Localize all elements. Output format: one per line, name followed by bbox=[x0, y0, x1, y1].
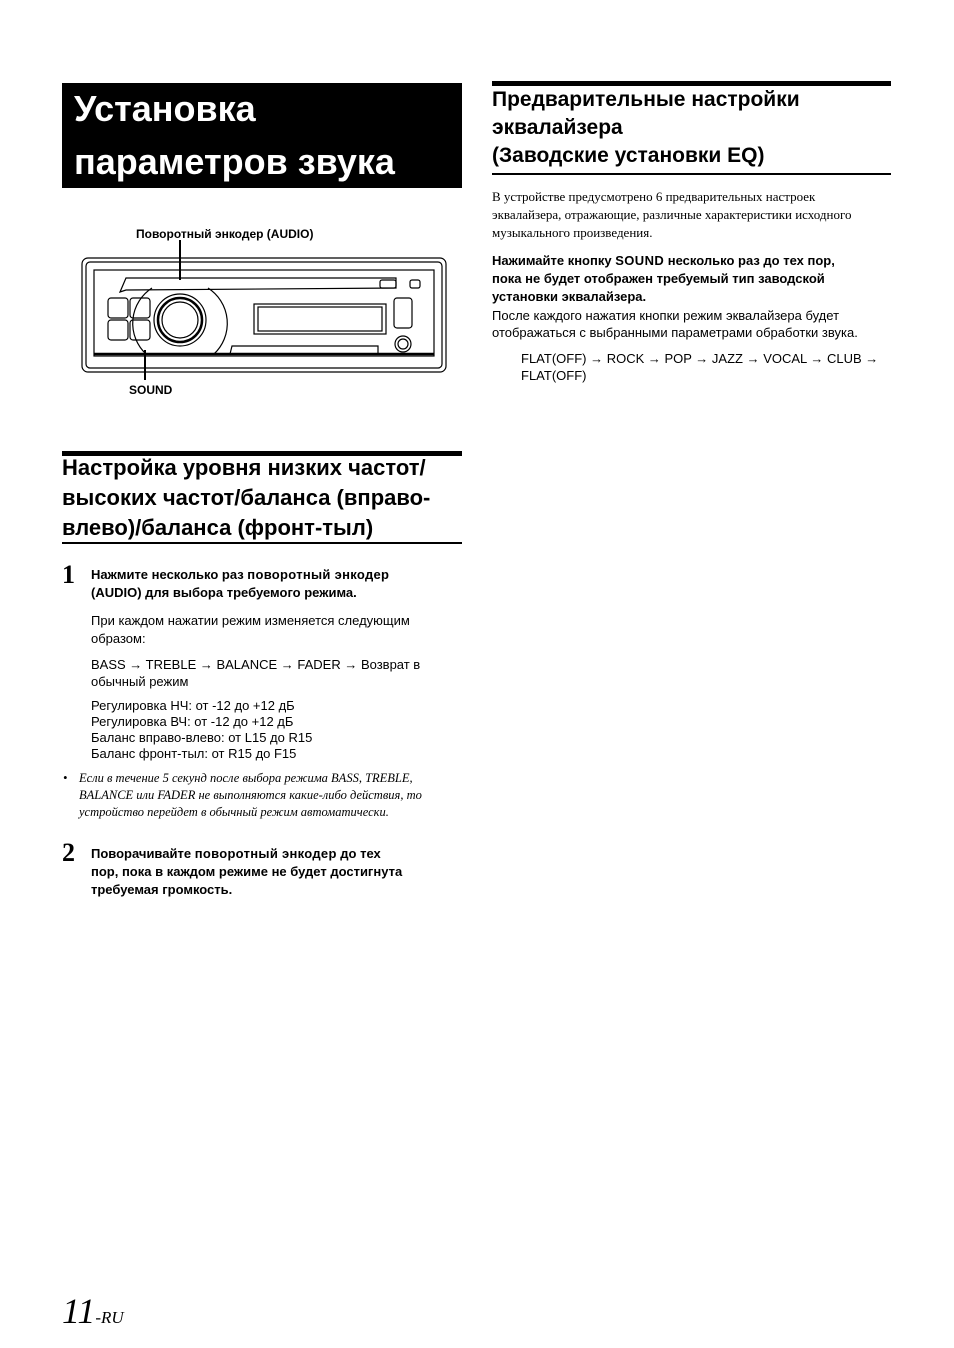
page-number-value: 11 bbox=[62, 1291, 96, 1331]
note-line: устройство перейдет в обычный режим автоматически. bbox=[79, 805, 389, 819]
text-line: BASS → TREBLE → BALANCE → FADER → Возврат в bbox=[91, 657, 421, 672]
page-title-line: Установка bbox=[74, 88, 256, 129]
mode-sequence bbox=[91, 656, 420, 690]
car-stereo-illustration bbox=[80, 240, 450, 380]
note-line: Если в течение 5 секунд после выбора режима BASS, TREBLE, bbox=[79, 771, 413, 785]
text: несколько раз до тех пор, bbox=[664, 253, 835, 268]
heading-line: (Заводские установки EQ) bbox=[492, 144, 765, 167]
range-list bbox=[91, 698, 312, 762]
eq-description bbox=[492, 307, 858, 341]
text-line: После каждого нажатия кнопки режим эквалайзера будет bbox=[492, 308, 840, 323]
note-bullet: • bbox=[63, 771, 68, 785]
eq-instruction bbox=[492, 252, 892, 306]
text-line: пор, пока в каждом режиме не будет достигнута bbox=[91, 864, 403, 879]
page-title-line: параметров звука bbox=[74, 141, 395, 182]
page-number bbox=[62, 1290, 124, 1332]
text-line: установки эквалайзера. bbox=[492, 289, 647, 304]
heading-line: высоких частот/баланса (вправо- bbox=[62, 485, 431, 510]
section-rule bbox=[62, 542, 462, 544]
heading-line: эквалайзера bbox=[492, 116, 623, 139]
note bbox=[79, 770, 464, 821]
emphasis: поворотный энкодер bbox=[247, 567, 390, 582]
note-line: BALANCE или FADER не выполняются какие-либо действия, то bbox=[79, 788, 422, 802]
text-line: отображаться с выбранными параметрами обработки звука. bbox=[492, 325, 858, 340]
eq-sequence bbox=[521, 350, 878, 384]
step1-instruction bbox=[91, 566, 461, 602]
section-rule bbox=[492, 173, 891, 175]
emphasis: (AUDIO) bbox=[91, 585, 142, 600]
text-line: эквалайзера, отражающие, различные характеристики исходного bbox=[492, 207, 852, 222]
text-line: образом: bbox=[91, 631, 146, 646]
heading-line: Предварительные настройки bbox=[492, 88, 800, 111]
range-item: Регулировка ВЧ: от -12 до +12 дБ bbox=[91, 714, 294, 729]
eq-intro bbox=[492, 188, 852, 242]
text: Поворачивайте bbox=[91, 846, 195, 861]
text-line: обычный режим bbox=[91, 674, 189, 689]
range-item: Регулировка НЧ: от -12 до +12 дБ bbox=[91, 698, 295, 713]
emphasis: SOUND bbox=[615, 253, 665, 268]
step-number: 1 bbox=[62, 560, 75, 589]
page-language-suffix: -RU bbox=[95, 1308, 124, 1327]
text: Нажимайте кнопку bbox=[492, 253, 616, 268]
text: Нажмите несколько раз bbox=[91, 567, 248, 582]
text-line: пока не будет отображен требуемый тип заводской bbox=[492, 271, 825, 286]
text: для выбора требуемого режима. bbox=[141, 585, 357, 600]
heading-line: Настройка уровня низких частот/ bbox=[62, 455, 426, 480]
range-item: Баланс фронт-тыл: от R15 до F15 bbox=[91, 746, 297, 761]
text-line: FLAT(OFF) → ROCK → POP → JAZZ → VOCAL → CLUB → bbox=[521, 351, 879, 366]
step-number: 2 bbox=[62, 838, 75, 867]
text-line: FLAT(OFF) bbox=[521, 368, 587, 383]
section-heading-bass bbox=[62, 453, 430, 543]
text-line: При каждом нажатии режим изменяется следующим bbox=[91, 613, 410, 628]
text-line: В устройстве предусмотрено 6 предварительных настроек bbox=[492, 189, 816, 204]
sound-label: SOUND bbox=[129, 383, 173, 397]
range-item: Баланс вправо-влево: от L15 до R15 bbox=[91, 730, 313, 745]
page-title bbox=[62, 83, 462, 188]
heading-line: влево)/баланса (фронт-тыл) bbox=[62, 515, 374, 540]
step2-instruction bbox=[91, 845, 461, 899]
section-heading-eq bbox=[492, 86, 800, 170]
encoder-label: Поворотный энкодер (AUDIO) bbox=[136, 227, 314, 241]
text-line: музыкального произведения. bbox=[492, 225, 653, 240]
text: до тех bbox=[336, 846, 381, 861]
emphasis: поворотный энкодер bbox=[194, 846, 337, 861]
step1-description bbox=[91, 612, 410, 648]
text-line: требуемая громкость. bbox=[91, 882, 233, 897]
